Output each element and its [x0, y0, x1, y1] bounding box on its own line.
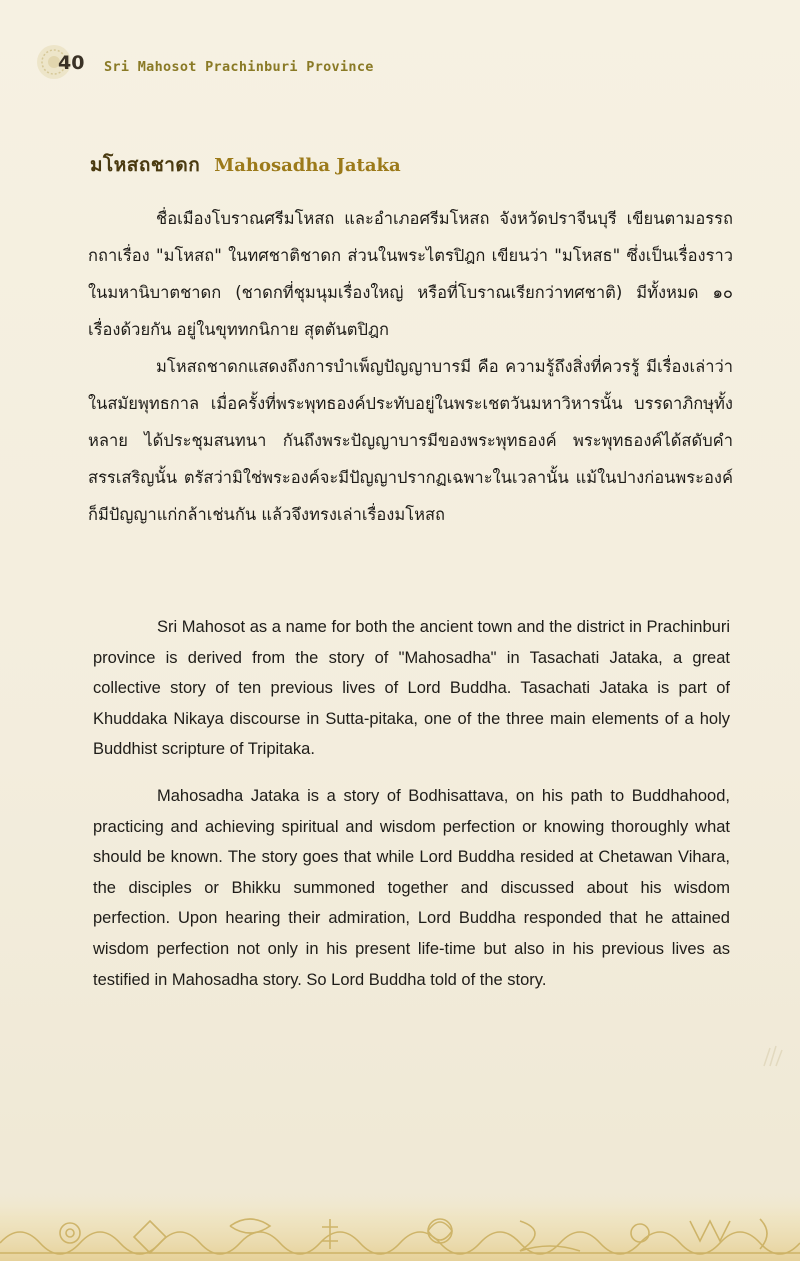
- page-number: 40: [58, 52, 85, 74]
- chapter-title-english: Mahosadha Jataka: [214, 155, 401, 176]
- thai-paragraph: ชื่อเมืองโบราณศรีมโหสถ และอำเภอศรีมโหสถ จังหวัดปราจีนบุรี เขียนตามอรรถกถาเรื่อง "มโหสถ" ในทศชาติชาดก ส่วนในพระไตรปิฎก เขียนว่า "มโหสธ" ซึ่งเป็นเรื่องราวในมหานิบาตชาดก (ชาดกที่ชุมนุมเรื่องใหญ่ หรือที่โบราณเรียกว่าทศชาติ) มีทั้งหมด ๑๐ เรื่องด้วยกัน อยู่ในขุททกนิกาย สุตตันตปิฎก: [88, 209, 733, 339]
- faint-sketch-mark-icon: [760, 1040, 790, 1070]
- thai-paragraph: มโหสถชาดกแสดงถึงการบำเพ็ญปัญญาบารมี คือ ความรู้ถึงสิ่งที่ควรรู้ มีเรื่องเล่าว่า ในสมัยพุทธกาล เมื่อครั้งที่พระพุทธองค์ประทับอยู่ในพระเชตวันมหาวิหารนั้น บรรดาภิกษุทั้งหลาย ได้ประชุมสนทนา กันถึงพระปัญญาบารมีของพระพุทธองค์ พระพุทธองค์ได้สดับคำสรรเสริญนั้น ตรัสว่ามิใช่พระองค์จะมีปัญญาปรากฏเฉพาะในเวลานั้น แม้ในปางก่อนพระองค์ก็มีปัญญาแก่กล้าเช่นกัน แล้วจึงทรงเล่าเรื่องมโหสถ: [88, 357, 733, 524]
- thai-body-text: [88, 200, 733, 533]
- english-paragraph: Mahosadha Jataka is a story of Bodhisattava, on his path to Buddhahood, practicing and achieving spiritual and wisdom perfection or knowing thoroughly what should be known. The story goes that while Lord Buddha resided at Chetawan Vihara, the disciples or Bhikku summoned together and discussed about his wisdom perfection. Upon hearing their admiration, Lord Buddha responded that he attained wisdom perfection not only in his present life-time but also in his previous lives as testified in Mahosadha story. So Lord Buddha told of the story.: [93, 786, 730, 989]
- running-header: Sri Mahosot Prachinburi Province: [104, 59, 374, 75]
- chapter-title: [90, 150, 401, 180]
- chapter-title-thai: มโหสถชาดก: [90, 154, 201, 176]
- english-body-text: [93, 612, 730, 995]
- decorative-bottom-border: [0, 1181, 800, 1261]
- english-paragraph: Sri Mahosot as a name for both the ancient town and the district in Prachinburi province is derived from the story of "Mahosadha" in Tasachati Jataka, a great collective story of ten previous lives of Lord Buddha. Tasachati Jataka is part of Khuddaka Nikaya discourse in Sutta-pitaka, one of the three main elements of a holy Buddhist scripture of Tripitaka.: [93, 618, 730, 759]
